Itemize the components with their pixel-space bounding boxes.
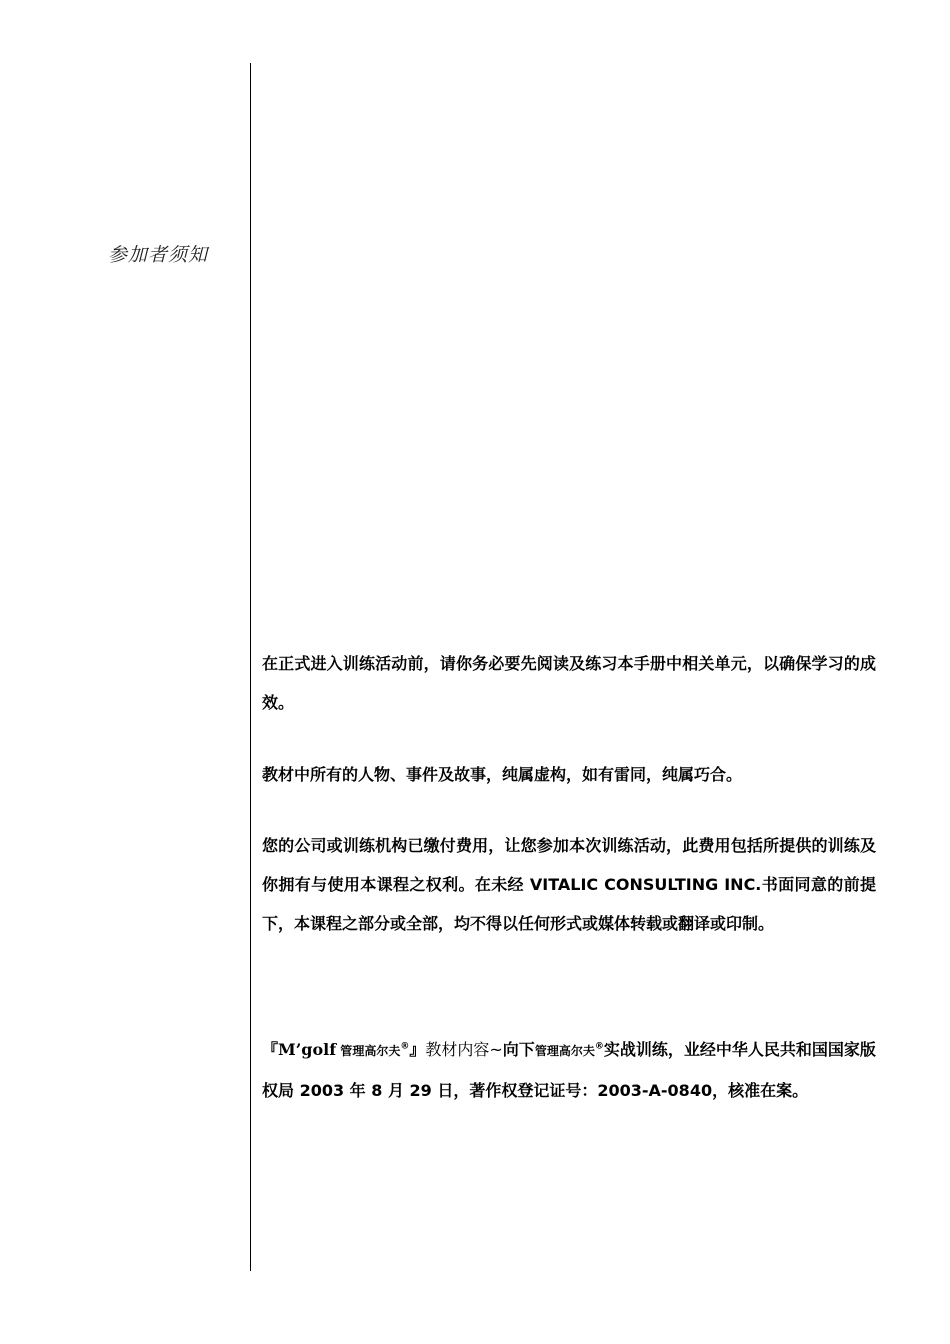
notice-paragraph-usage-rights: 您的公司或训练机构已缴付费用，让您参加本次训练活动，此费用包括所提供的训练及你拥有与使用本课程之权利。在未经 VITALIC CONSULTING INC.书面同意的前提下，本课程之部分或全部，均不得以任何形式或媒体转载或翻译或印制。 <box>262 836 876 933</box>
course-title-b: 实战训练 <box>603 1040 668 1059</box>
course-title-brand-cn: 管理高尔夫 <box>534 1044 595 1058</box>
close-bracket: 』 <box>409 1040 426 1059</box>
registered-mark: ® <box>400 1041 410 1052</box>
brand-latin: M’golf <box>278 1040 337 1059</box>
copyright-paragraph <box>262 1030 876 1110</box>
copyright-text-b: ，业经中华人民共和国国家版权局 2003 年 8 月 29 日，著作权登记证号：2003-A-0840，核准在案。 <box>262 1040 876 1100</box>
notice-paragraph-fiction-disclaimer: 教材中所有的人物、事件及故事，纯属虚构，如有雷同，纯属巧合。 <box>262 765 743 784</box>
section-title: 参加者须知 <box>108 244 209 266</box>
brand-cn: 管理高尔夫 <box>336 1044 401 1058</box>
notice-paragraph-preparation: 在正式进入训练活动前，请你务必要先阅读及练习本手册中相关单元，以确保学习的成效。 <box>262 654 876 712</box>
course-title-a: 向下 <box>502 1040 535 1059</box>
copyright-text-a: 教材内容~ <box>425 1040 503 1059</box>
open-bracket: 『 <box>262 1040 279 1059</box>
vertical-divider <box>250 63 251 1271</box>
course-title-registered-mark: ® <box>594 1041 604 1052</box>
